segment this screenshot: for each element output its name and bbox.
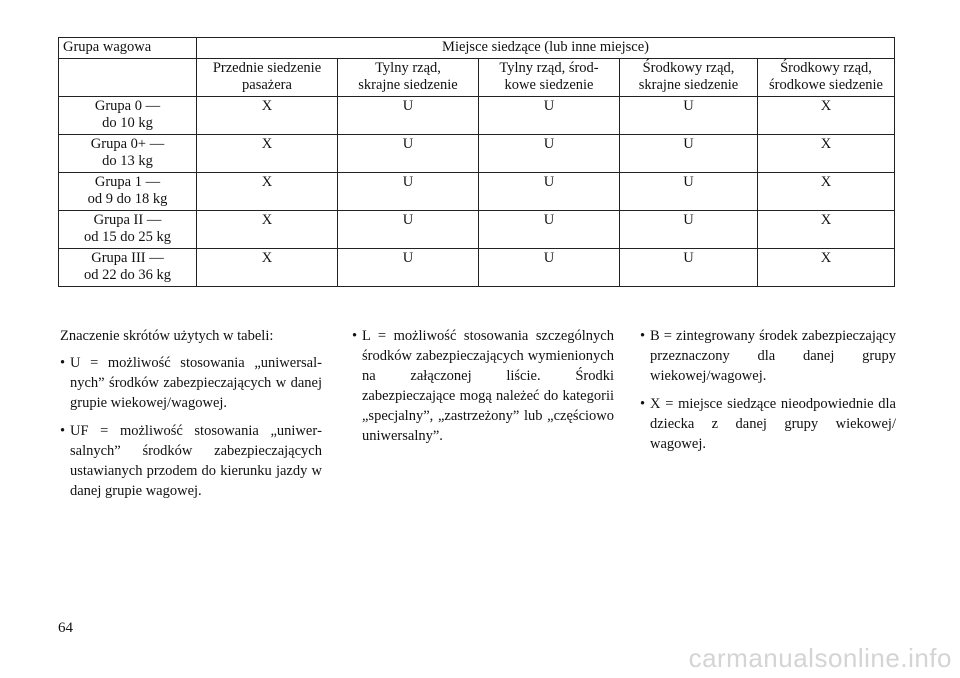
notes-column-3 xyxy=(640,326,896,462)
legend-text: UF = możliwość stosowania „uniwersalnych” środków zabezpieczających ustawianych przodem do kierunku jazdy w danej grupie wagowej. xyxy=(70,423,322,499)
suitability-cell: U xyxy=(620,173,758,211)
group-name: Grupa 1 — xyxy=(94,174,161,190)
seating-place-header: Miejsce siedzące (lub inne miejsce) xyxy=(197,38,895,59)
bullet-mark: • xyxy=(640,396,646,412)
child-seat-suitability-table xyxy=(58,37,895,287)
column-header-front-passenger xyxy=(197,59,338,97)
legend-item-l xyxy=(352,326,614,446)
weight-group-cell xyxy=(59,211,197,249)
weight-group-cell xyxy=(59,173,197,211)
suitability-cell: X xyxy=(197,97,338,135)
suitability-cell: X xyxy=(758,135,895,173)
weight-group-cell xyxy=(59,97,197,135)
suitability-cell: X xyxy=(197,173,338,211)
table-row xyxy=(59,173,895,211)
weight-group-cell xyxy=(59,249,197,287)
suitability-cell: U xyxy=(338,135,479,173)
column-header-line: skrajne siedzenie xyxy=(638,77,739,93)
legend-item-b xyxy=(640,326,896,386)
suitability-cell: U xyxy=(479,173,620,211)
group-name: Grupa 0+ — xyxy=(90,136,165,152)
group-weight: do 13 kg xyxy=(102,153,153,169)
column-header-line: Środkowy rząd, xyxy=(780,60,872,76)
suitability-cell: X xyxy=(197,135,338,173)
table-row xyxy=(59,211,895,249)
suitability-cell: U xyxy=(479,97,620,135)
column-header-line: skrajne siedzenie xyxy=(358,77,458,93)
suitability-cell: X xyxy=(758,211,895,249)
column-header-line: środkowe siedzenie xyxy=(769,77,883,93)
suitability-cell: U xyxy=(338,249,479,287)
group-weight: od 22 do 36 kg xyxy=(84,267,171,283)
suitability-cell: U xyxy=(338,173,479,211)
notes-column-2 xyxy=(352,326,614,454)
suitability-cell: U xyxy=(620,249,758,287)
empty-header-cell xyxy=(59,59,197,97)
suitability-cell: U xyxy=(338,211,479,249)
table-row xyxy=(59,249,895,287)
column-header-middle-outer xyxy=(620,59,758,97)
bullet-mark: • xyxy=(352,328,358,344)
weight-group-cell xyxy=(59,135,197,173)
column-header-middle-center xyxy=(758,59,895,97)
legend-item-x xyxy=(640,394,896,454)
suitability-cell: U xyxy=(479,135,620,173)
legend-item-uf xyxy=(60,421,322,501)
legend-text: L = możliwość stosowania szczególnych środków zabezpieczających wymienionych na załączonej liście. Środki zabezpieczające mogą należeć do kategorii „specjalny”, „zastrzeżony” lub „częściowo uniwersalny”. xyxy=(362,328,614,444)
legend-text: X = miejsce siedzące nieodpowiednie dla dziecka z danej grupy wiekowej/ wagowej. xyxy=(650,396,896,452)
column-header-line: pasażera xyxy=(242,77,292,93)
legend-item-u xyxy=(60,353,322,413)
suitability-cell: X xyxy=(197,249,338,287)
site-watermark: carmanualsonline.info xyxy=(688,643,952,673)
column-header-rear-outer xyxy=(338,59,479,97)
group-name: Grupa III — xyxy=(91,250,164,266)
suitability-cell: U xyxy=(620,97,758,135)
table-row xyxy=(59,97,895,135)
table-row xyxy=(59,135,895,173)
suitability-cell: X xyxy=(758,249,895,287)
bullet-mark: • xyxy=(60,423,66,439)
group-weight: od 9 do 18 kg xyxy=(87,191,168,207)
column-header-line: Przednie siedzenie xyxy=(212,60,322,76)
suitability-cell: U xyxy=(479,211,620,249)
group-name: Grupa II — xyxy=(93,212,162,228)
weight-group-header: Grupa wagowa xyxy=(59,38,197,59)
suitability-cell: X xyxy=(197,211,338,249)
seating-table-container xyxy=(58,37,894,287)
legend-intro: Znaczenie skrótów użytych w tabeli: xyxy=(60,328,274,344)
column-header-line: Środkowy rząd, xyxy=(642,60,735,76)
suitability-cell: U xyxy=(338,97,479,135)
notes-column-1 xyxy=(60,326,322,509)
column-header-line: Tylny rząd, xyxy=(375,60,441,76)
column-header-rear-center xyxy=(479,59,620,97)
page-number: 64 xyxy=(58,620,73,636)
suitability-cell: X xyxy=(758,173,895,211)
group-weight: do 10 kg xyxy=(102,115,153,131)
suitability-cell: U xyxy=(620,135,758,173)
bullet-mark: • xyxy=(640,328,646,344)
legend-text: B = zintegrowany środek zabezpieczający przeznaczony dla danej grupy wiekowej/wagowej. xyxy=(650,328,896,384)
legend-text: U = możliwość stosowania „uniwersalnych” środków zabezpieczających w danej grupie wiekowej/wagowej. xyxy=(70,355,322,411)
suitability-cell: U xyxy=(479,249,620,287)
bullet-mark: • xyxy=(60,355,66,371)
suitability-cell: U xyxy=(620,211,758,249)
group-weight: od 15 do 25 kg xyxy=(84,229,171,245)
column-header-line: Tylny rząd, środ- xyxy=(499,60,599,76)
suitability-cell: X xyxy=(758,97,895,135)
column-header-line: kowe siedzenie xyxy=(504,77,594,93)
group-name: Grupa 0 — xyxy=(94,98,161,114)
